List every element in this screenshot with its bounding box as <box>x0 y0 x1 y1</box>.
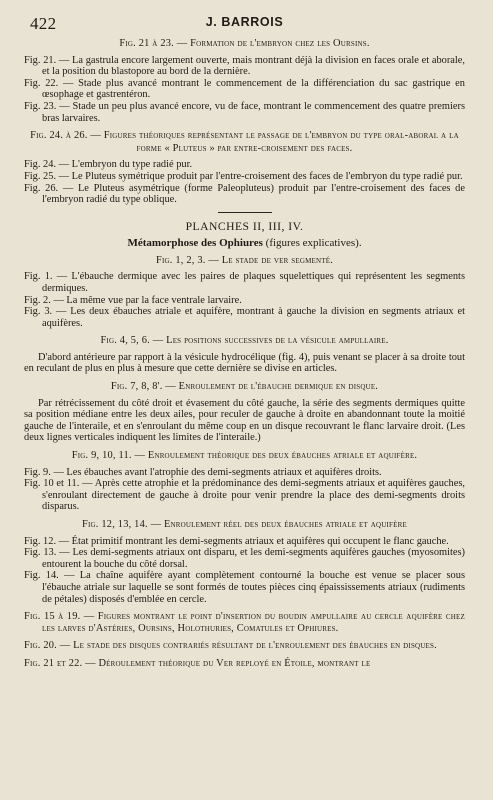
section-paragraph: D'abord antérieure par rapport à la vésicule hydrocélique (fig. 4), puis venant se placer à sa droite tout en reculant de plus en plus à mesure que cette dernière se divise en articles. <box>24 351 465 375</box>
figure-caption: Fig. 13. — Les demi-segments atriaux ont disparu, et les demi-segments aquifères gauches (myosomites) entourent la bouche du côté dorsal. <box>24 547 465 570</box>
figure-caption-heading: Fig. 21 et 22. — Déroulement théorique du Ver reployé en Étoile, montrant le <box>24 657 371 669</box>
figure-caption: Fig. 14. — La chaîne aquifère ayant complètement contourné la bouche est venue se placer sous l'ébauche atriale sur laquelle se sont formés de toutes pièces cinq épaississements atriaux (rudiments de pétales) disposés d'emblée en cercle. <box>24 570 465 605</box>
running-head: J. BARROIS <box>205 15 284 29</box>
section-heading: Fig. 12, 13, 14. — Enroulement réel des deux ébauches atriale et aquifère <box>82 519 407 530</box>
figure-caption: Fig. 3. — Les deux ébauches atriale et aquifère, montrant à gauche la division en segments atriaux et aquifères. <box>24 306 465 329</box>
figure-caption: Fig. 1. — L'ébauche dermique avec les paires de plaques squelettiques qui représentent les segments dermiques. <box>24 271 465 294</box>
planche-subtitle-rest: (figures explicatives). <box>262 236 362 249</box>
figure-caption: Fig. 25. — Le Pluteus symétrique produit par l'entre-croisement des faces de l'embryon du type radié pur. <box>24 170 463 182</box>
figure-caption-heading: Fig. 15 à 19. — Figures montrant le point d'insertion du boudin ampullaire au cercle aquifère chez les larves d'Astéries, Oursins, Holothuries, Comatules et Ophiures. <box>24 611 465 634</box>
section-heading: Fig. 24. à 26. — Figures théoriques représentant le passage de l'embryon du type oral-aboral a la forme « Pluteus » par entre-croisement des faces. <box>30 130 459 154</box>
section-paragraph: Par rétrécissement du côté droit et évasement du côté gauche, la série des segments dermiques quitte sa position médiane entre les deux ailes, pour reculer de gauche à droite en abandonnant toute la moitié gauche de l'interaile, et en s'enroulant du même coup en un disque recouvrant le flanc larvaire droit. (Les deux lignes verticales indiquent les limites de l'interaile.) <box>24 397 465 444</box>
page-header <box>24 0 465 38</box>
figure-caption: Fig. 9. — Les ébauches avant l'atrophie des demi-segments atriaux et aquifères droits. <box>24 466 382 478</box>
figure-caption: Fig. 23. — Stade un peu plus avancé encore, vu de face, montrant le commencement des quatre premiers bras larvaires. <box>24 100 465 124</box>
planche-subtitle <box>24 237 465 249</box>
figure-caption: Fig. 22. — Stade plus avancé montrant le commencement de la différenciation du sac gastrique en œsophage et gastrentéron. <box>24 77 465 101</box>
section-heading: Fig. 21 à 23. — Formation de l'embryon chez les Oursins. <box>119 38 370 49</box>
figure-caption: Fig. 21. — La gastrula encore largement ouverte, mais montrant déjà la division en faces orale et aborale, et la position du blastopore au bord de la dernière. <box>24 54 465 78</box>
figure-caption: Fig. 12. — État primitif montrant les demi-segments atriaux et aquifères qui occupent le flanc gauche. <box>24 535 449 547</box>
section-heading: Fig. 1, 2, 3. — Le stade de ver segmenté. <box>156 254 333 266</box>
figure-caption: Fig. 10 et 11. — Après cette atrophie et la prédominance des demi-segments atriaux et aquifères gauches, s'enroulant directement de gauche à droite pour venir prendre la place des demi-segments droits disparus. <box>24 478 465 513</box>
figure-caption: Fig. 2. — La même vue par la face ventrale larvaire. <box>24 294 242 306</box>
figure-caption: Fig. 26. — Le Pluteus asymétrique (forme Paleopluteus) produit par l'entre-croisement des faces de l'embryon radié du type oblique. <box>24 182 465 206</box>
separator-rule <box>218 212 272 213</box>
planche-subtitle-bold: Métamorphose des Ophiures <box>127 236 263 249</box>
section-heading: Fig. 7, 8, 8'. — Enroulement de l'ébauche dermique en disque. <box>110 381 379 393</box>
figure-caption: Fig. 24. — L'embryon du type radié pur. <box>24 159 193 171</box>
section-heading: Fig. 9, 10, 11. — Enroulement théorique des deux ébauches atriale et aquifère. <box>71 450 418 462</box>
planche-title: PLANCHES II, III, IV. <box>185 219 304 233</box>
page-number: 422 <box>30 14 57 33</box>
figure-caption-heading: Fig. 20. — Le stade des disques contrariés résultant de l'enroulement des ébauches en disques. <box>24 640 437 652</box>
section-heading: Fig. 4, 5, 6. — Les positions successives de la vésicule ampullaire. <box>100 335 389 347</box>
